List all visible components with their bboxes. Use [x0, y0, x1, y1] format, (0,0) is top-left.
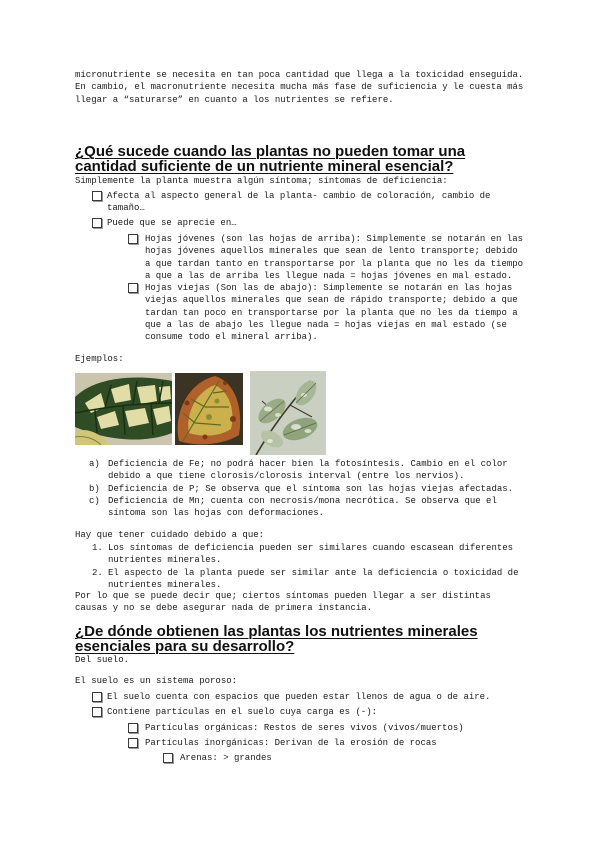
checkbox-icon: [128, 723, 138, 733]
checkbox-icon: [128, 738, 138, 748]
list-marker: b): [89, 483, 100, 494]
checklist-item-text: El suelo cuenta con espacios que pueden estar llenos de agua o de aire.: [107, 692, 491, 702]
section-heading-source: ¿De dónde obtienen las plantas los nutrientes minerales esenciales para su desarrollo?: [75, 623, 478, 655]
checklist-subitem-inorganic: Partículas inorgánicas: Derivan de la erosión de rocas: [145, 738, 437, 748]
example-item-phosphorus: Deficiencia de P; Se observa que el síntoma son las hojas viejas afectadas.: [108, 483, 514, 494]
caution-item: Los síntomas de deficiencia pueden ser similares cuando escasean diferentes nutrientes minerales.: [108, 543, 514, 566]
checklist-subitem-old-leaves: Hojas viejas (Son las de abajo): Simplemente se notarán en las hojas viejas aquellos minerales que sean de rápido transporte; debido a que tardan tan poco en transportarse por la planta que no les da tiempo a que a las de abajo les llegue nada = hojas viejas en mal estado (se consume todo el mineral arriba).: [145, 283, 518, 343]
deficiency-lead: Simplemente la planta muestra algún síntoma; síntomas de deficiencia:: [75, 176, 448, 186]
conclusion-paragraph: Por lo que se puede decir que; ciertos síntomas pueden llegar a ser distintas causas y no se debe asegurar nada de primera instancia.: [75, 591, 491, 614]
checkbox-icon: [92, 191, 102, 201]
leaf-photo-iron-deficiency: [75, 373, 172, 445]
list-number: 1.: [92, 543, 103, 553]
leaf-photo-manganese-deficiency: [250, 371, 326, 455]
examples-label: Ejemplos:: [75, 354, 124, 364]
checklist-item-text: Puede que se aprecie en…: [107, 218, 237, 228]
checklist-subitem-organic: Partículas orgánicas: Restos de seres vivos (vivos/muertos): [145, 723, 464, 733]
checkbox-icon: [128, 283, 138, 293]
list-marker: a): [89, 459, 100, 469]
checkbox-icon: [92, 692, 102, 702]
checkbox-icon: [92, 218, 102, 228]
checklist-item-text: Afecta al aspecto general de la planta- cambio de coloración, cambio de tamaño…: [107, 191, 491, 214]
checklist-subsubitem-sands: Arenas: > grandes: [180, 753, 272, 763]
leaf-photo-phosphorus-deficiency: [175, 373, 243, 445]
checkbox-icon: [128, 234, 138, 244]
example-item-manganese: Deficiencia de Mn; cuenta con necrosis/mona necrótica. Se observa que el síntoma son las hojas con deformaciones.: [108, 495, 497, 519]
intro-paragraph: micronutriente se necesita en tan poca cantidad que llega a la toxicidad enseguida. En cambio, el macronutriente necesita mucha más fase de suficiencia y le cuesta más llegar a “saturarse” en cuanto a los nutrientes se refiere.: [75, 70, 524, 105]
source-lead: El suelo es un sistema poroso:: [75, 676, 238, 686]
list-number: 2.: [92, 567, 103, 578]
list-marker: c): [89, 495, 100, 506]
checklist-item-text: Contiene partículas en el suelo cuya carga es (-):: [107, 707, 378, 717]
example-item-iron: Deficiencia de Fe; no podrá hacer bien la fotosíntesis. Cambio en el color debido a que tiene clorosis/clorosis interval (entre los nervios).: [108, 459, 508, 482]
checkbox-icon: [163, 753, 173, 763]
source-answer: Del suelo.: [75, 655, 130, 665]
checklist-subitem-young-leaves: Hojas jóvenes (son las hojas de arriba): Simplemente se notarán en las hojas jóvenes aquellos minerales que sean de lento transporte; debido a que tardan tanto en transportarse por la planta que no les da tiempo a que a las de arriba les llegue nada = hojas jóvenes en mal estado.: [145, 234, 524, 281]
caution-item: El aspecto de la planta puede ser similar ante la deficiencia o toxicidad de nutrientes minerales.: [108, 567, 519, 590]
checkbox-icon: [92, 707, 102, 717]
caution-lead: Hay que tener cuidado debido a que:: [75, 530, 265, 540]
section-heading-deficiency: ¿Qué sucede cuando las plantas no pueden tomar una cantidad suficiente de un nutriente mineral esencial?: [75, 143, 466, 175]
